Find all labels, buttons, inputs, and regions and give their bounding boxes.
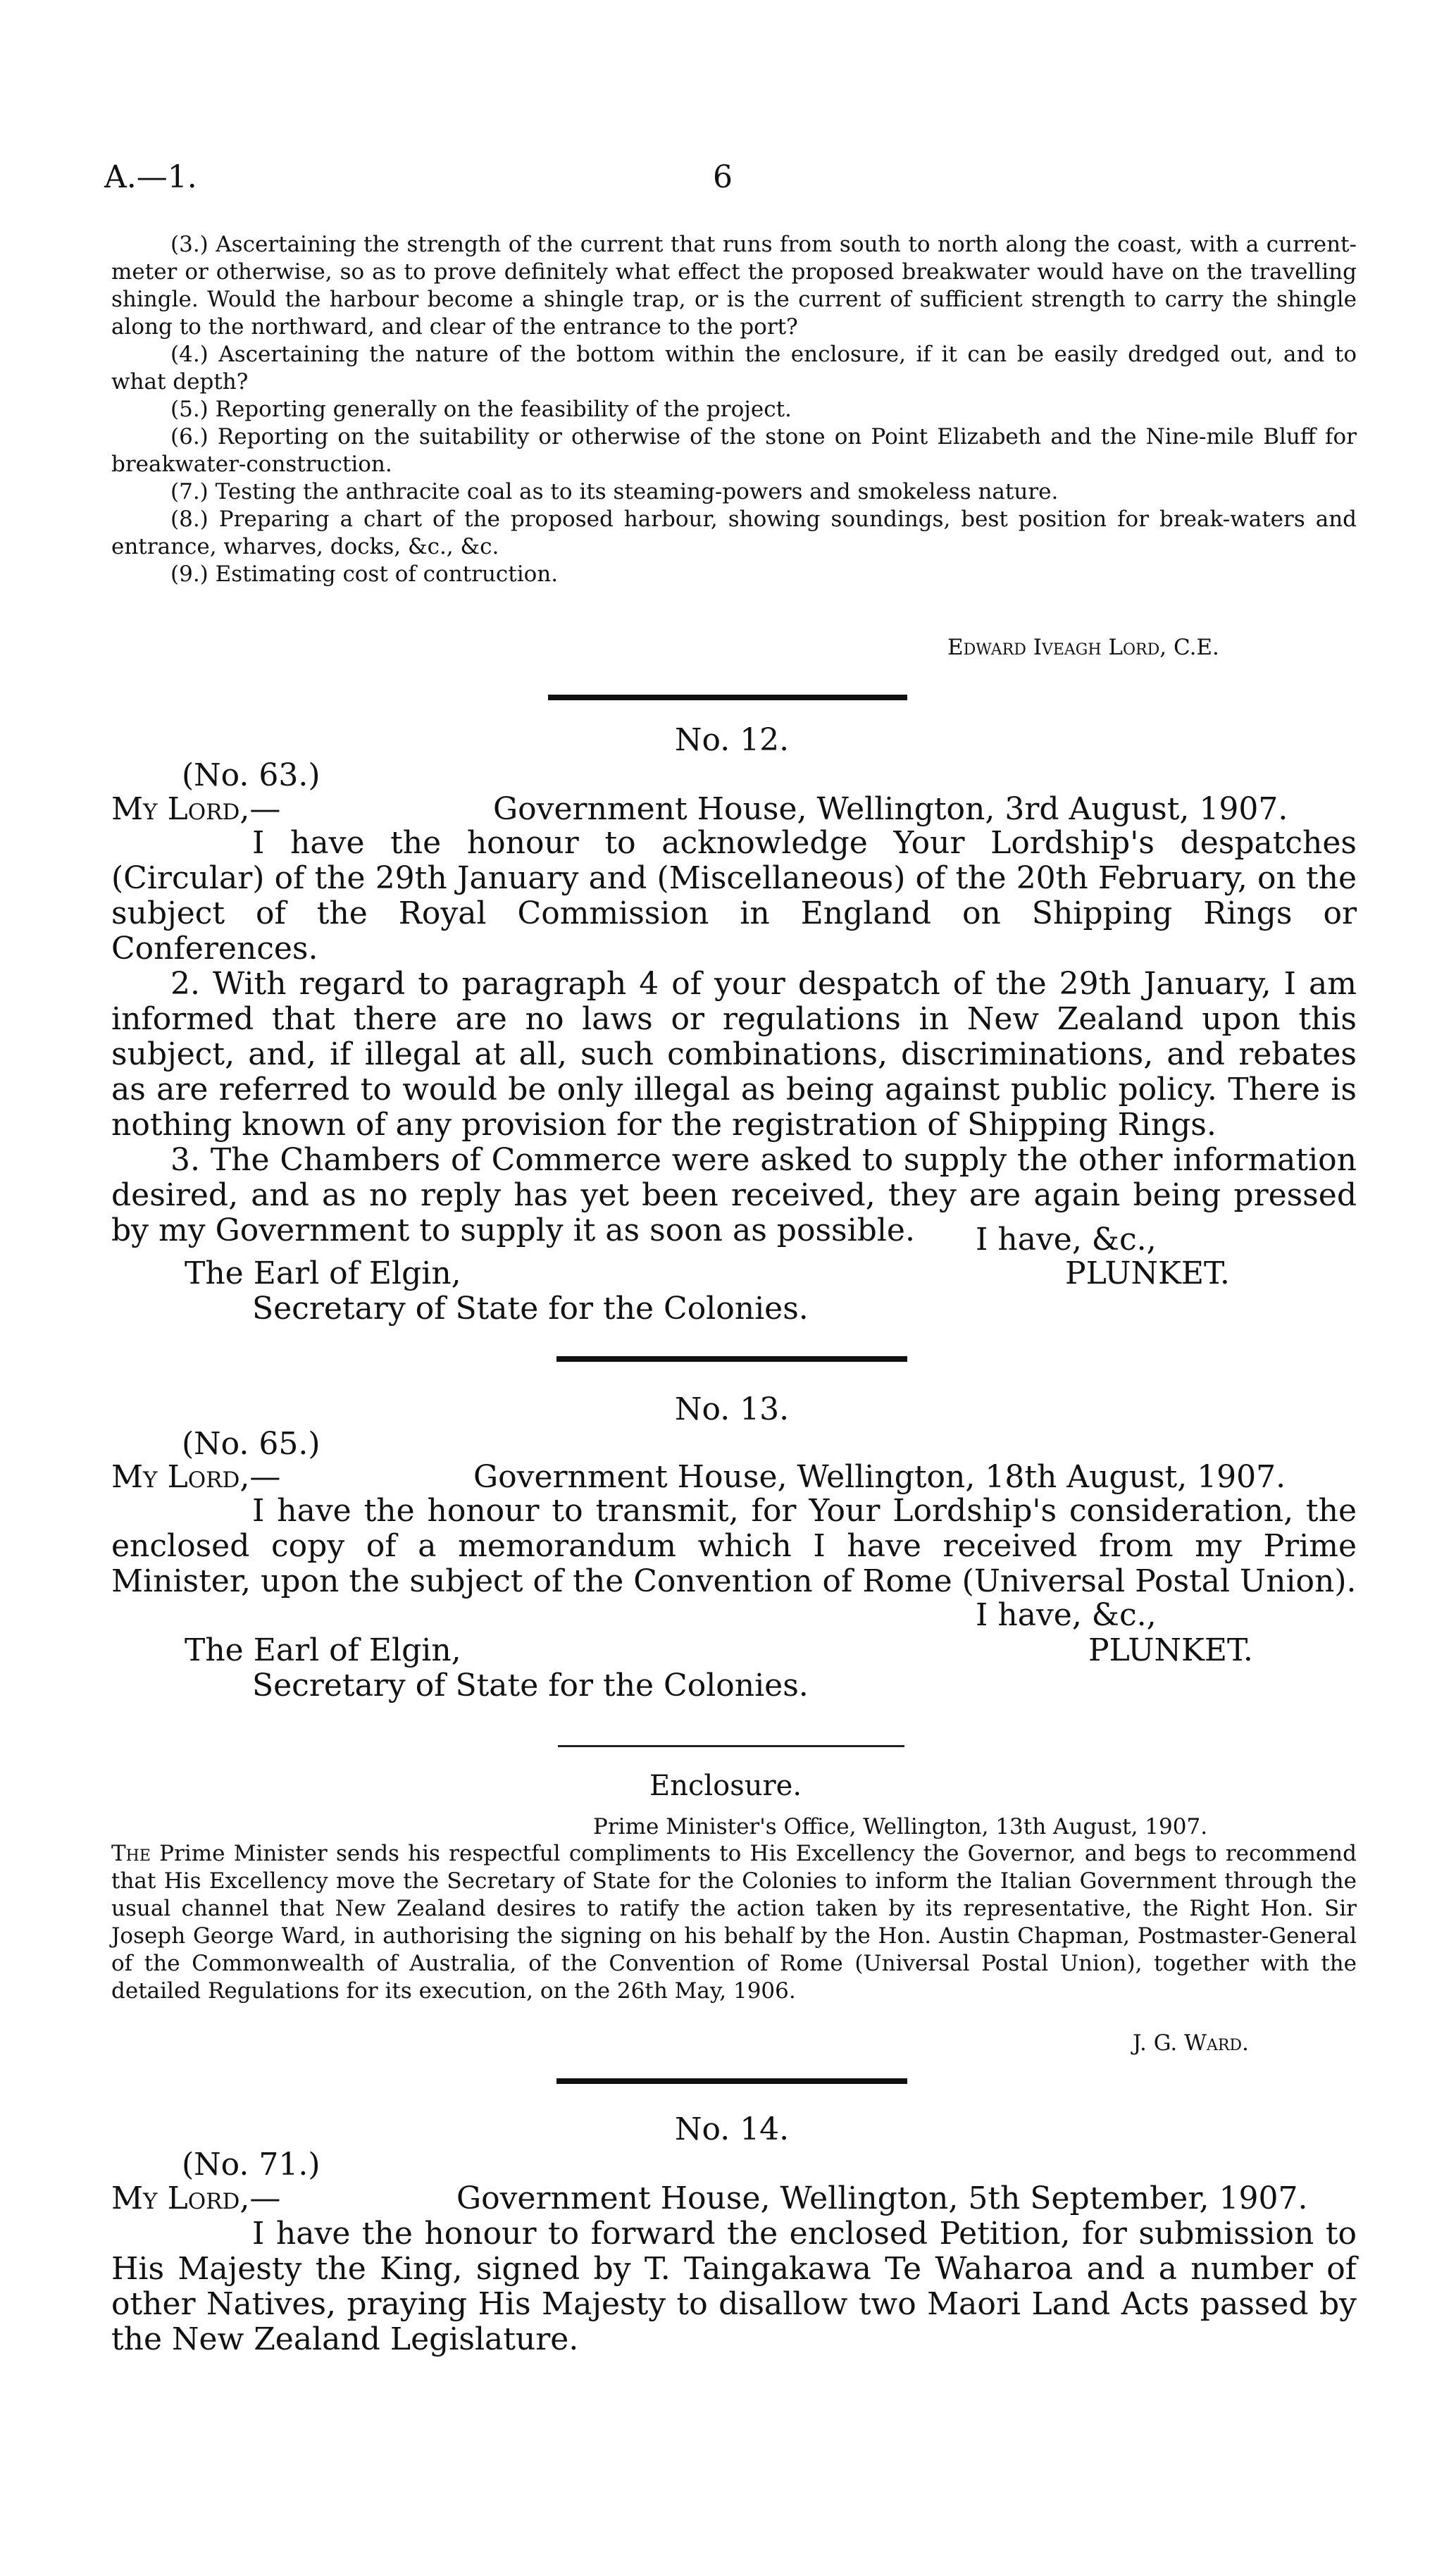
despatch-number: (No. 65.) [182, 1426, 321, 1462]
despatch-number: (No. 71.) [182, 2147, 321, 2183]
section-heading-no14: No. 14. [675, 2111, 790, 2147]
dateline: Government House, Wellington, 5th September, 1907. [456, 2180, 1308, 2216]
signer: PLUNKET. [1088, 1632, 1253, 1668]
instructions-list [111, 231, 1357, 588]
enclosure-text: Prime Minister sends his respectful compliments to His Excellency the Governor, and begs to recommend that His Excellency move the Secretary of State for the Colonies to inform the Italian Government through the usual channel that New Zealand desires to ratify the action taken by its representative, the Right Hon. Sir Joseph George Ward, in authorising the signing on his behalf by the Hon. Austin Chapman, Postmaster-General of the Commonwealth of Australia, of the Convention of Rome (Universal Postal Union), together with the detailed Regulations for its execution, on the 26th May, 1906. [111, 1841, 1357, 2004]
paragraph: 3. The Chambers of Commerce were asked to supply the other information desired, and as no reply has yet been received, they are again being pressed by my Government to supply it as soon as possible. [111, 1142, 1357, 1248]
list-item: (7.) Testing the anthracite coal as to its steaming-powers and smokeless nature. [170, 479, 1059, 504]
salutation: My Lord,— [111, 2180, 281, 2216]
section-divider [556, 2078, 907, 2084]
addressee-title: Secretary of State for the Colonies. [252, 1291, 809, 1327]
addressee-name: The Earl of Elgin, [185, 1632, 461, 1668]
despatch-body [111, 1494, 1357, 1599]
list-item: (9.) Estimating cost of contruction. [170, 561, 559, 587]
enclosure-heading: Enclosure. [649, 1770, 802, 1802]
despatch-body [111, 2216, 1357, 2357]
paragraph: 2. With regard to paragraph 4 of your despatch of the 29th January, I am informed that there are no laws or regulations in New Zealand upon this subject, and, if illegal at all, such combinations, discriminations, and rebates as are referred to would be only illegal as being against public policy. There is nothing known of any provision for the registration of Shipping Rings. [111, 966, 1357, 1143]
list-item: (8.) Preparing a chart of the proposed harbour, showing soundings, best position for break-waters and entrance, wharves, docks, &c., &c. [111, 507, 1357, 559]
salutation: My Lord,— [111, 791, 281, 827]
dateline: Government House, Wellington, 18th August, 1907. [473, 1459, 1286, 1495]
salutation: My Lord,— [111, 1459, 281, 1495]
enclosure-dateline: Prime Minister's Office, Wellington, 13th August, 1907. [593, 1814, 1208, 1839]
enclosure-lead: The [111, 1841, 151, 1866]
addressee-name: The Earl of Elgin, [185, 1255, 461, 1291]
section-divider [556, 1356, 907, 1362]
signer: PLUNKET. [1065, 1255, 1230, 1291]
addressee-title: Secretary of State for the Colonies. [252, 1668, 809, 1704]
paragraph: I have the honour to transmit, for Your Lordship's consideration, the enclosed copy of a memorandum which I have received from my Prime Minister, upon the subject of the Convention of Rome (Universal Postal Union). [111, 1493, 1357, 1599]
paragraph: I have the honour to acknowledge Your Lordship's despatches (Circular) of the 29th January and (Miscellaneous) of the 20th February, on the subject of the Royal Commission in England on Shipping Rings or Conferences. [111, 825, 1357, 967]
section-heading-no13: No. 13. [675, 1391, 790, 1427]
list-item: (3.) Ascertaining the strength of the current that runs from south to north along the coast, with a current-meter or otherwise, so as to prove definitely what effect the proposed breakwater would have on the travelling shingle. Would the harbour become a shingle trap, or is the current of sufficient strength to carry the shingle along to the northward, and clear of the entrance to the port? [111, 232, 1357, 340]
enclosure-signature: J. G. Ward. [1133, 2030, 1249, 2056]
section-heading-no12: No. 12. [675, 722, 790, 758]
enclosure-body [111, 1840, 1357, 2005]
closing: I have, &c., [976, 1597, 1157, 1633]
closing: I have, &c., [976, 1222, 1157, 1258]
engineer-signature: Edward Iveagh Lord, C.E. [947, 635, 1219, 660]
page-reference: A.—1. [104, 159, 197, 195]
despatch-body [111, 826, 1357, 1248]
list-item: (4.) Ascertaining the nature of the bottom within the enclosure, if it can be easily dredged out, and to what depth? [111, 342, 1357, 395]
list-item: (6.) Reporting on the suitability or otherwise of the stone on Point Elizabeth and the Nine-mile Bluff for breakwater-construction. [111, 424, 1357, 477]
paragraph: I have the honour to forward the enclosed Petition, for submission to His Majesty the King, signed by T. Taingakawa Te Waharoa and a number of other Natives, praying His Majesty to disallow two Maori Land Acts passed by the New Zealand Legislature. [111, 2216, 1357, 2357]
section-divider [558, 1745, 904, 1747]
dateline: Government House, Wellington, 3rd August, 1907. [493, 791, 1288, 827]
page-number: 6 [713, 159, 733, 195]
list-item: (5.) Reporting generally on the feasibility of the project. [170, 397, 792, 422]
section-divider [548, 695, 907, 700]
despatch-number: (No. 63.) [182, 757, 321, 793]
